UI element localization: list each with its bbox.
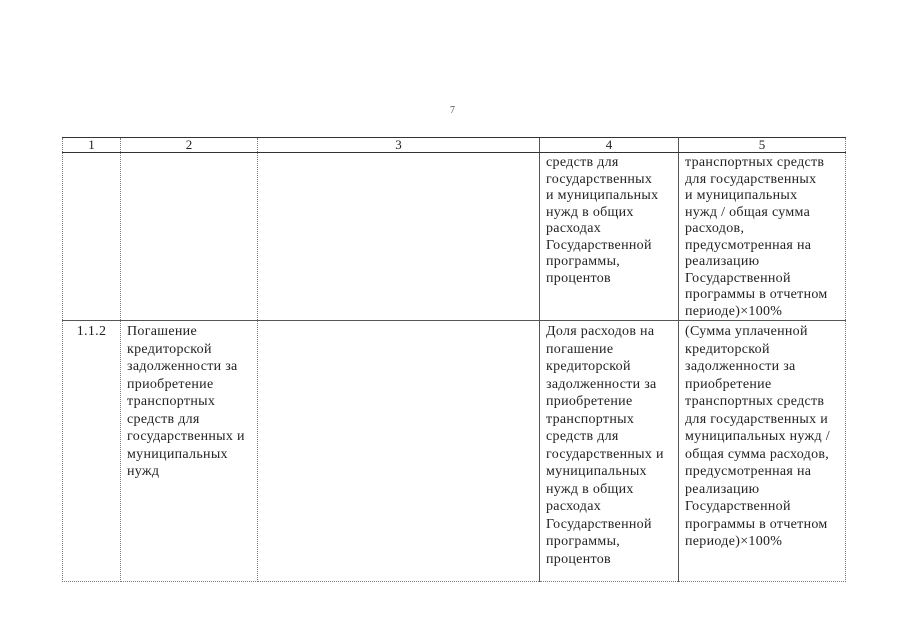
table-header-row: [63, 138, 846, 153]
event-name-cell: Погашение кредиторской задолженности за приобретение транспортных средств для государственных и муниципальных нужд: [121, 321, 258, 582]
formula-cell: транспортных средств для государственных и муниципальных нужд / общая сумма расходов, предусмотренная на реализацию Государственной программы в отчетном периоде)×100%: [679, 153, 846, 321]
row-number-cell: 1.1.2: [63, 321, 121, 582]
table-row: [63, 153, 846, 321]
table-header-cell-1: 1: [63, 138, 121, 153]
indicator-table: [62, 137, 846, 582]
event-name-cell: [121, 153, 258, 321]
empty-cell: [258, 153, 540, 321]
empty-cell: [258, 321, 540, 582]
table-header-cell-2: 2: [121, 138, 258, 153]
table-row: [63, 321, 846, 582]
page-number: 7: [450, 105, 455, 116]
formula-cell: (Сумма уплаченной кредиторской задолженности за приобретение транспортных средств для государственных и муниципальных нужд / общая сумма расходов, предусмотренная на реализацию Государственной программы в отчетном периоде)×100%: [679, 321, 846, 582]
row-number-cell: [63, 153, 121, 321]
indicator-cell: Доля расходов на погашение кредиторской задолженности за приобретение транспортных средств для государственных и муниципальных нужд в общих расходах Государственной программы, процентов: [540, 321, 679, 582]
table-header-cell-3: 3: [258, 138, 540, 153]
table-header-cell-4: 4: [540, 138, 679, 153]
indicator-cell: средств для государственных и муниципальных нужд в общих расходах Государственной программы, процентов: [540, 153, 679, 321]
table-header-cell-5: 5: [679, 138, 846, 153]
